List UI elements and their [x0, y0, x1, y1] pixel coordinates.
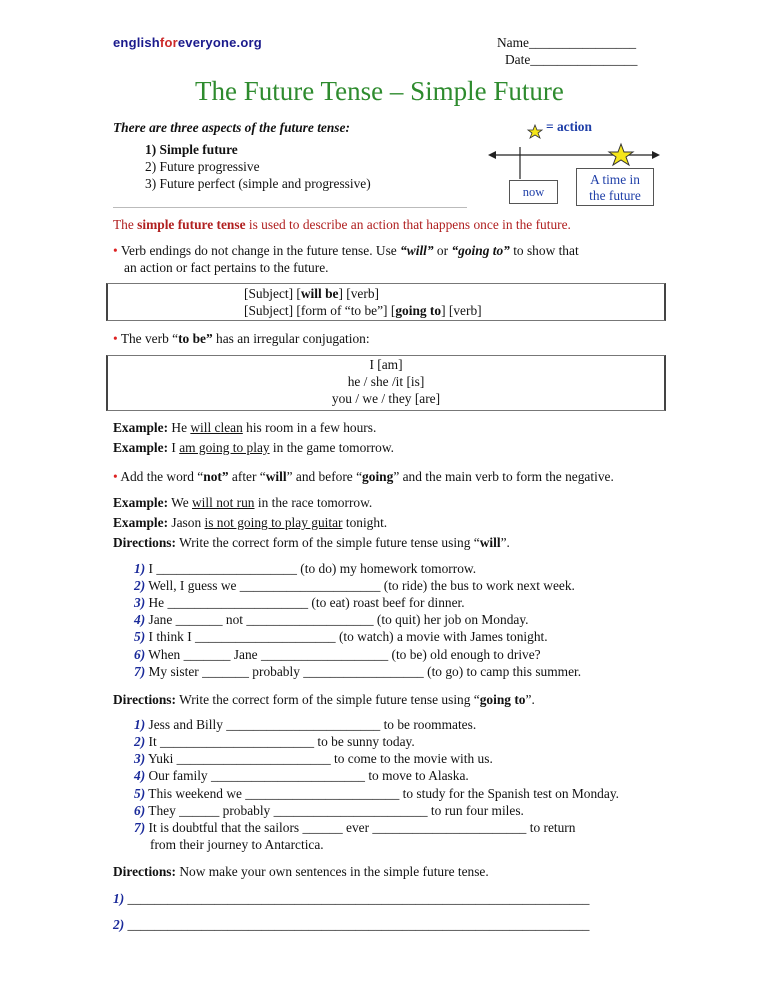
exercise-will-item[interactable]: 5) I think I _____________________ (to watch) a movie with James tonight.	[134, 629, 548, 644]
now-label: now	[522, 185, 545, 199]
exercise-going-to-item[interactable]: 1) Jess and Billy _______________________ to be roommates.	[134, 717, 477, 732]
conj-line: he / she /it [is]	[347, 374, 425, 389]
example: Example: We will not run in the race tomorrow.	[113, 495, 373, 510]
future-star-icon	[609, 144, 633, 165]
exercise-going-to-item[interactable]: 7) It is doubtful that the sailors ______ ever _______________________ to return	[134, 820, 576, 835]
example: Example: Jason is not going to play guitar tonight.	[113, 515, 388, 530]
rule-negative: • Add the word “not” after “will” and before “going” and the main verb to form the negative.	[113, 469, 614, 484]
conj-line: I [am]	[369, 357, 403, 372]
exercise-going-to-item[interactable]: 3) Yuki _______________________ to come to the movie with us.	[134, 751, 493, 766]
legend-label: = action	[546, 119, 592, 134]
date-field[interactable]: Date________________	[505, 52, 638, 67]
conj-line: you / we / they [are]	[331, 391, 441, 406]
own-sentence-line[interactable]: 2) _____________________________________________________________________	[113, 917, 590, 932]
exercise-going-to-item[interactable]: 4) Our family _______________________ to move to Alaska.	[134, 768, 469, 783]
now-box	[509, 180, 558, 204]
exercise-will-item[interactable]: 4) Jane _______ not ___________________ (to quit) her job on Monday.	[134, 612, 529, 627]
rule-to-be: • The verb “to be” has an irregular conjugation:	[113, 331, 370, 346]
future-label-1: A time in	[590, 172, 640, 187]
directions-own: Directions: Now make your own sentences in the simple future tense.	[113, 864, 489, 879]
exercise-will-item[interactable]: 2) Well, I guess we _____________________ (to ride) the bus to work next week.	[134, 578, 575, 593]
legend-star-icon	[528, 125, 542, 138]
example: Example: He will clean his room in a few hours.	[113, 420, 377, 435]
arrow-right-icon	[652, 151, 660, 159]
exercise-will-item[interactable]: 6) When _______ Jane ___________________ (to be) old enough to drive?	[134, 647, 541, 662]
aspects-intro: There are three aspects of the future tense:	[113, 120, 350, 135]
page-title: The Future Tense – Simple Future	[195, 76, 564, 106]
aspect-item: 1) Simple future	[145, 142, 238, 157]
formula-will: [Subject] [will be] [verb]	[244, 286, 379, 301]
arrow-left-icon	[488, 151, 496, 159]
directions-going-to: Directions: Write the correct form of the simple future tense using “going to”.	[113, 692, 535, 707]
formula-going-to: [Subject] [form of “to be”] [going to] [verb]	[244, 303, 482, 318]
example: Example: I am going to play in the game tomorrow.	[113, 440, 395, 455]
exercise-will-item[interactable]: 7) My sister _______ probably __________________ (to go) to camp this summer.	[134, 664, 582, 679]
rule-will-going-to-cont: an action or fact pertains to the future.	[124, 260, 329, 275]
exercise-will-item[interactable]: 1) I _____________________ (to do) my homework tomorrow.	[134, 561, 477, 576]
site-logo: englishforeveryone.org	[113, 35, 262, 50]
exercise-going-to-cont: from their journey to Antarctica.	[150, 837, 324, 852]
definition: The simple future tense is used to describe an action that happens once in the future.	[113, 217, 571, 232]
exercise-will-item[interactable]: 3) He _____________________ (to eat) roast beef for dinner.	[134, 595, 465, 610]
future-box	[576, 168, 654, 206]
divider	[113, 207, 467, 208]
own-sentence-line[interactable]: 1) _____________________________________________________________________	[113, 891, 590, 906]
directions-will: Directions: Write the correct form of the simple future tense using “will”.	[113, 535, 510, 550]
future-label-2: the future	[589, 188, 641, 203]
aspect-item: 3) Future perfect (simple and progressive)	[145, 176, 371, 191]
exercise-going-to-item[interactable]: 5) This weekend we _______________________ to study for the Spanish test on Monday.	[134, 786, 619, 801]
exercise-going-to-item[interactable]: 2) It _______________________ to be sunny today.	[134, 734, 415, 749]
name-field[interactable]: Name________________	[497, 35, 637, 50]
exercise-going-to-item[interactable]: 6) They ______ probably _______________________ to run four miles.	[134, 803, 524, 818]
aspect-item: 2) Future progressive	[145, 159, 260, 174]
rule-will-going-to: • Verb endings do not change in the future tense. Use “will” or “going to” to show that	[113, 243, 579, 258]
